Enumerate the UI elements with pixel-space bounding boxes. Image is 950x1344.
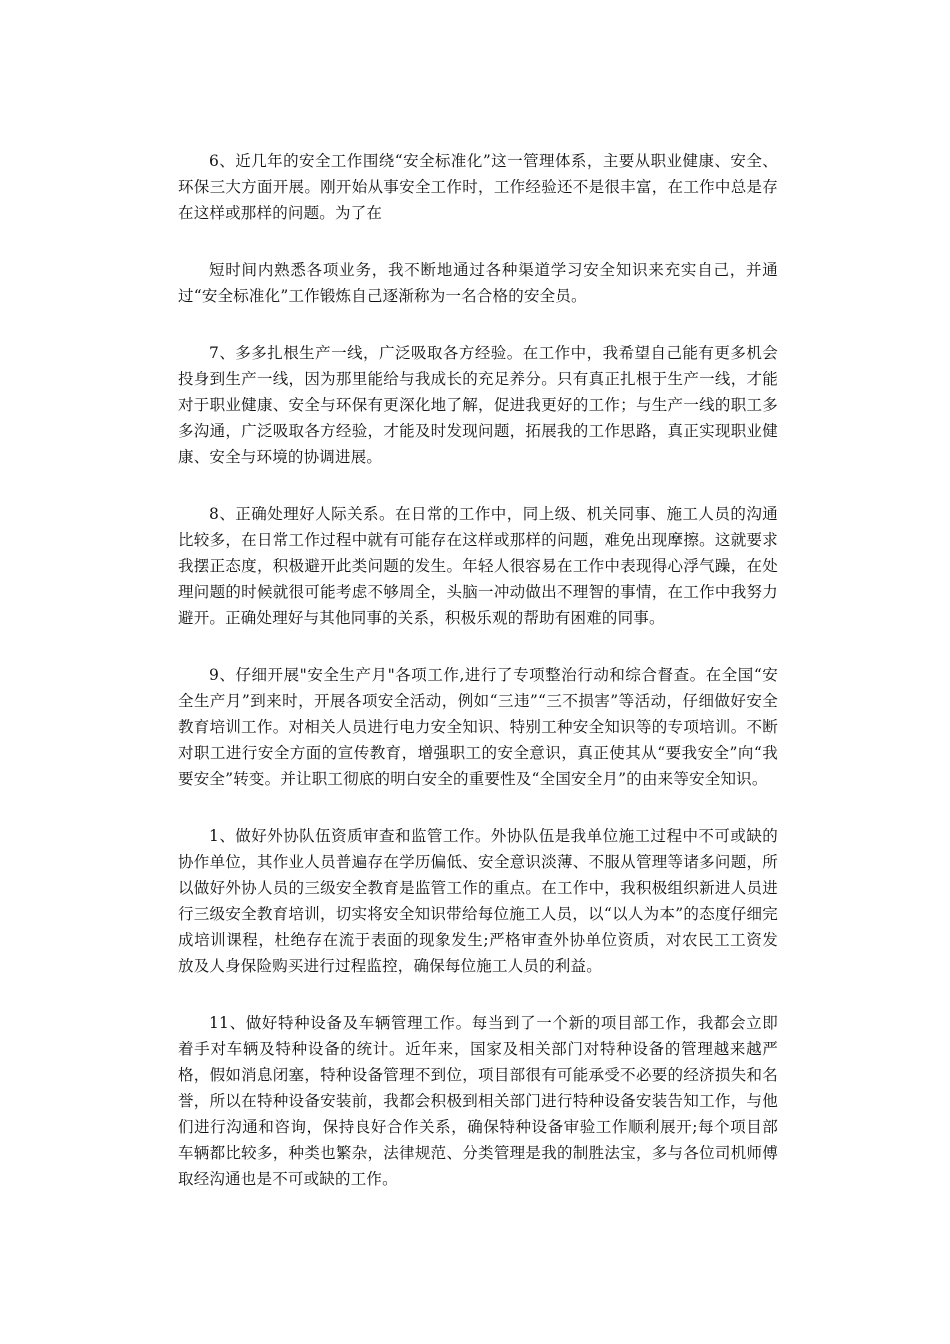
paragraph-7: 7、多多扎根生产一线，广泛吸取各方经验。在工作中，我希望自己能有更多机会投身到生产一线，因为那里能给与我成长的充足养分。只有真正扎根于生产一线，才能对于职业健康、安全与环保有更深化地了解，促进我更好的工作；与生产一线的职工多多沟通，广泛吸取各方经验，才能及时发现问题，拓展我的工作思路，真正实现职业健康、安全与环境的协调进展。 [178, 344, 778, 466]
paragraph-11: 11、做好特种设备及车辆管理工作。每当到了一个新的项目部工作，我都会立即着手对车辆及特种设备的统计。近年来，国家及相关部门对特种设备的管理越来越严格，假如消息闭塞，特种设备管理不到位，项目部很有可能承受不必要的经济损失和名誉，所以在特种设备安装前，我都会积极到相关部门进行特种设备安装告知工作，与他们进行沟通和咨询，保持良好合作关系，确保特种设备审验工作顺利展开;每个项目部车辆都比较多，种类也繁杂，法律规范、分类管理是我的制胜法宝，多与各位司机师傅取经沟通也是不可或缺的工作。 [178, 1014, 778, 1188]
paragraph-6-continued: 短时间内熟悉各项业务，我不断地通过各种渠道学习安全知识来充实自己，并通过“安全标准化”工作锻炼自己逐渐称为一名合格的安全员。 [178, 261, 778, 305]
document-body [178, 148, 778, 1223]
paragraph-9: 9、仔细开展"安全生产月"各项工作,进行了专项整治行动和综合督查。在全国“安全生产月”到来时，开展各项安全活动，例如“三违”“三不损害”等活动，仔细做好安全教育培训工作。对相关人员进行电力安全知识、特别工种安全知识等的专项培训。不断对职工进行安全方面的宣传教育，增强职工的安全意识，真正使其从“要我安全”向“我要安全”转变。并让职工彻底的明白安全的重要性及“全国安全月”的由来等安全知识。 [178, 666, 778, 788]
paragraph-8: 8、正确处理好人际关系。在日常的工作中，同上级、机关同事、施工人员的沟通比较多，在日常工作过程中就有可能存在这样或那样的问题，难免出现摩擦。这就要求我摆正态度，积极避开此类问题的发生。年轻人很容易在工作中表现得心浮气躁，在处理问题的时候就很可能考虑不够周全，头脑一冲动做出不理智的事情，在工作中我努力避开。正确处理好与其他同事的关系，积极乐观的帮助有困难的同事。 [178, 505, 778, 627]
paragraph-6: 6、近几年的安全工作围绕“安全标准化”这一管理体系，主要从职业健康、安全、环保三大方面开展。刚开始从事安全工作时，工作经验还不是很丰富，在工作中总是存在这样或那样的问题。为了在 [178, 152, 778, 222]
paragraph-1: 1、做好外协队伍资质审查和监管工作。外协队伍是我单位施工过程中不可或缺的协作单位，其作业人员普遍存在学历偏低、安全意识淡薄、不服从管理等诸多问题，所以做好外协人员的三级安全教育是监管工作的重点。在工作中，我积极组织新进人员进行三级安全教育培训，切实将安全知识带给每位施工人员，以“以人为本”的态度仔细完成培训课程，杜绝存在流于表面的现象发生;严格审查外协单位资质，对农民工工资发放及人身保险购买进行过程监控，确保每位施工人员的利益。 [178, 827, 778, 975]
